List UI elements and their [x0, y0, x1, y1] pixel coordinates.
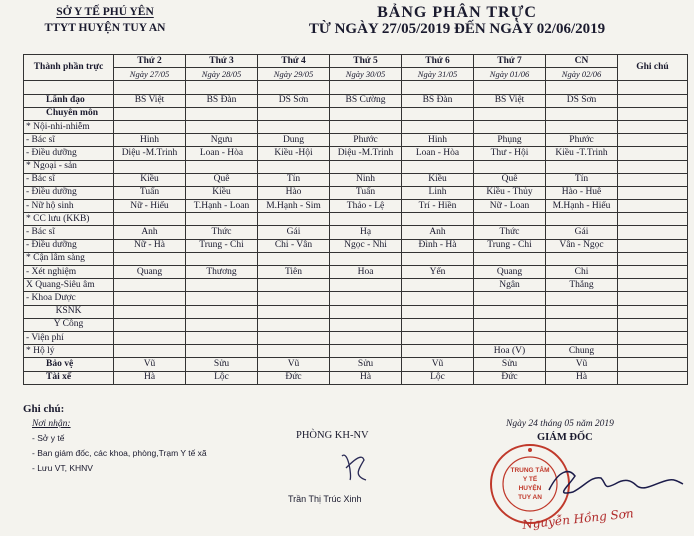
table-row [24, 186, 688, 199]
note-label: Ghi chú: [23, 403, 65, 415]
row-label: - Bác sĩ [24, 134, 114, 147]
roster-cell: Ngân [474, 279, 546, 292]
roster-cell: Vân - Ngọc [546, 239, 618, 252]
roster-cell: Sửu [186, 358, 258, 371]
roster-cell: Nữ - Loan [474, 200, 546, 213]
header-row [24, 55, 688, 68]
roster-cell [114, 331, 186, 344]
note-cell [618, 358, 688, 371]
roster-cell [546, 81, 618, 94]
date-cell: Ngày 02/06 [546, 68, 618, 81]
table-row [24, 160, 688, 173]
recipient-item: - Sở y tế [32, 433, 65, 443]
roster-cell: Quê [474, 173, 546, 186]
roster-cell: Thức [186, 226, 258, 239]
roster-cell [402, 160, 474, 173]
roster-cell: Ninh [330, 173, 402, 186]
note-cell [618, 226, 688, 239]
roster-cell: Vũ [546, 358, 618, 371]
stamp-text-1: TRUNG TÂM [510, 467, 550, 474]
roster-cell [402, 213, 474, 226]
note-cell [618, 279, 688, 292]
roster-cell [258, 160, 330, 173]
roster-cell [114, 345, 186, 358]
roster-cell [114, 252, 186, 265]
row-label: - Khoa Dược [24, 292, 114, 305]
table-row [24, 292, 688, 305]
roster-cell [474, 292, 546, 305]
roster-cell: Hà [114, 371, 186, 384]
roster-cell: Thương [186, 266, 258, 279]
stamp-text-4: TUY AN [518, 494, 542, 501]
table-row [24, 331, 688, 344]
roster-cell: Diệu -M.Trinh [114, 147, 186, 160]
roster-cell [114, 120, 186, 133]
roster-cell: Loan - Hòa [402, 147, 474, 160]
roster-cell [402, 345, 474, 358]
row-label: * CC lưu (KKB) [24, 213, 114, 226]
roster-cell: Lộc [402, 371, 474, 384]
director-signature [545, 462, 685, 502]
table-row [24, 239, 688, 252]
roster-cell: Hào - Huê [546, 186, 618, 199]
note-cell [618, 120, 688, 133]
roster-cell: M.Hạnh - Sim [258, 200, 330, 213]
document-title-block [220, 4, 694, 38]
roster-cell [114, 305, 186, 318]
note-cell [618, 213, 688, 226]
roster-cell [402, 252, 474, 265]
corner-header: Thành phần trực [24, 55, 114, 81]
roster-cell: Gái [546, 226, 618, 239]
roster-cell: Phước [330, 134, 402, 147]
roster-cell: Lộc [186, 371, 258, 384]
roster-cell: Anh [402, 226, 474, 239]
roster-cell [114, 279, 186, 292]
note-cell [618, 94, 688, 107]
roster-cell [474, 120, 546, 133]
roster-cell [330, 81, 402, 94]
roster-cell [114, 81, 186, 94]
roster-cell: Chi - Vân [258, 239, 330, 252]
table-row [24, 173, 688, 186]
day-header: Thứ 6 [402, 55, 474, 68]
roster-cell: Chung [546, 345, 618, 358]
left-signature [336, 446, 376, 486]
roster-cell: Nữ - Hiếu [114, 200, 186, 213]
roster-cell: Yến [402, 266, 474, 279]
roster-cell: Ngọc - Nhi [330, 239, 402, 252]
roster-cell [186, 331, 258, 344]
table-row [24, 147, 688, 160]
roster-cell [474, 81, 546, 94]
roster-cell: Thư - Hội [474, 147, 546, 160]
row-label: Lãnh đạo [24, 94, 114, 107]
roster-cell [330, 305, 402, 318]
roster-cell: Phước [546, 134, 618, 147]
roster-cell [402, 318, 474, 331]
roster-cell: Hà [546, 371, 618, 384]
row-label: Y Công [24, 318, 114, 331]
roster-body [24, 81, 688, 384]
roster-cell [330, 279, 402, 292]
roster-cell [474, 252, 546, 265]
roster-cell [330, 107, 402, 120]
row-label: Chuyên môn [24, 107, 114, 120]
date-cell: Ngày 31/05 [402, 68, 474, 81]
roster-cell [546, 292, 618, 305]
row-label: - Viện phí [24, 331, 114, 344]
roster-cell: Ngưu [186, 134, 258, 147]
note-cell [618, 107, 688, 120]
table-row [24, 305, 688, 318]
roster-cell: Tín [546, 173, 618, 186]
day-header: Thứ 7 [474, 55, 546, 68]
roster-cell [474, 213, 546, 226]
roster-cell [474, 107, 546, 120]
roster-cell [258, 120, 330, 133]
roster-cell [546, 318, 618, 331]
table-row [24, 358, 688, 371]
roster-cell: Hà [330, 371, 402, 384]
row-label [24, 81, 114, 94]
roster-cell [258, 279, 330, 292]
roster-cell: Diệu -M.Trinh [330, 147, 402, 160]
note-cell [618, 371, 688, 384]
note-cell [618, 200, 688, 213]
row-label: Bảo vệ [24, 358, 114, 371]
roster-cell [114, 107, 186, 120]
roster-cell: Kiều [114, 173, 186, 186]
roster-cell: Kiều [186, 186, 258, 199]
row-label: - Điều dưỡng [24, 239, 114, 252]
row-label: - Điều dưỡng [24, 147, 114, 160]
row-label: * Cận lâm sàng [24, 252, 114, 265]
table-row [24, 279, 688, 292]
date-cell: Ngày 29/05 [258, 68, 330, 81]
document-subtitle: TỪ NGÀY 27/05/2019 ĐẾN NGÀY 02/06/2019 [308, 21, 606, 37]
org-line-2: TTYT HUYỆN TUY AN [44, 22, 166, 34]
roster-cell: Kiều -T.Trinh [546, 147, 618, 160]
row-label: * Nội-nhi-nhiễm [24, 120, 114, 133]
table-row [24, 226, 688, 239]
roster-cell [402, 331, 474, 344]
roster-cell: Đức [474, 371, 546, 384]
note-cell [618, 173, 688, 186]
document-title: BẢNG PHÂN TRỰC [377, 4, 537, 21]
duty-roster-table [23, 54, 688, 385]
roster-cell [186, 318, 258, 331]
roster-cell: DS Sơn [258, 94, 330, 107]
roster-cell [330, 318, 402, 331]
row-label: * Hộ lý [24, 345, 114, 358]
roster-cell: Tuấn [114, 186, 186, 199]
roster-cell [186, 252, 258, 265]
roster-cell: Hinh [402, 134, 474, 147]
roster-cell [186, 160, 258, 173]
roster-cell: Tuấn [330, 186, 402, 199]
roster-cell: Linh [402, 186, 474, 199]
roster-cell [474, 160, 546, 173]
date-cell: Ngày 28/05 [186, 68, 258, 81]
roster-cell [186, 305, 258, 318]
director-name: Nguyễn Hồng Sơn [521, 506, 635, 532]
date-row [24, 68, 688, 81]
date-cell: Ngày 30/05 [330, 68, 402, 81]
roster-cell: Trung - Chi [186, 239, 258, 252]
row-label: - Xét nghiệm [24, 266, 114, 279]
note-cell [618, 160, 688, 173]
roster-cell: Quang [114, 266, 186, 279]
note-cell [618, 266, 688, 279]
table-row [24, 345, 688, 358]
roster-cell [186, 279, 258, 292]
roster-cell [402, 305, 474, 318]
recipient-item: - Lưu VT, KHNV [32, 463, 93, 473]
roster-cell [186, 345, 258, 358]
roster-cell: Hinh [114, 134, 186, 147]
roster-cell [258, 252, 330, 265]
roster-cell [330, 160, 402, 173]
roster-cell: Thức [474, 226, 546, 239]
note-cell [618, 81, 688, 94]
roster-cell [402, 81, 474, 94]
roster-cell: Tiên [258, 266, 330, 279]
note-cell [618, 345, 688, 358]
roster-cell [546, 120, 618, 133]
roster-cell [114, 160, 186, 173]
roster-cell: Thắng [546, 279, 618, 292]
roster-cell: Kiều - Thủy [474, 186, 546, 199]
roster-cell: Đình - Hà [402, 239, 474, 252]
roster-cell: Trung - Chi [474, 239, 546, 252]
roster-cell: BS Đàn [402, 94, 474, 107]
note-cell [618, 331, 688, 344]
note-cell [618, 252, 688, 265]
roster-cell [546, 331, 618, 344]
left-department: PHÒNG KH-NV [296, 430, 369, 441]
roster-cell [546, 107, 618, 120]
table-row [24, 107, 688, 120]
roster-cell: Quang [474, 266, 546, 279]
row-label: - Bác sĩ [24, 226, 114, 239]
table-row [24, 266, 688, 279]
roster-cell [258, 331, 330, 344]
roster-cell: Thảo - Lệ [330, 200, 402, 213]
roster-cell [330, 120, 402, 133]
date-cell: Ngày 01/06 [474, 68, 546, 81]
stamp-text-3: HUYỆN [518, 485, 542, 492]
sign-date: Ngày 24 tháng 05 năm 2019 [506, 419, 614, 429]
row-label: KSNK [24, 305, 114, 318]
roster-cell [474, 305, 546, 318]
roster-cell [258, 345, 330, 358]
roster-cell: Chi [546, 266, 618, 279]
left-signer-name: Trần Thị Trúc Xinh [288, 494, 362, 504]
table-row [24, 318, 688, 331]
roster-cell [258, 213, 330, 226]
note-cell [618, 186, 688, 199]
roster-cell [474, 318, 546, 331]
roster-cell [258, 107, 330, 120]
roster-cell: Quê [186, 173, 258, 186]
row-label: - Nữ hộ sinh [24, 200, 114, 213]
roster-cell: Vũ [402, 358, 474, 371]
roster-cell [330, 252, 402, 265]
roster-cell: Loan - Hòa [186, 147, 258, 160]
roster-cell: Kiều -Hội [258, 147, 330, 160]
roster-cell [114, 318, 186, 331]
roster-cell [186, 107, 258, 120]
recipients-label: Nơi nhận: [32, 419, 71, 429]
org-line-1: SỞ Y TẾ PHÚ YÊN [56, 6, 154, 18]
table-row [24, 371, 688, 384]
table-row [24, 200, 688, 213]
roster-cell [330, 213, 402, 226]
roster-cell [330, 331, 402, 344]
org-header [0, 4, 210, 36]
roster-cell: Hoa [330, 266, 402, 279]
director-title: GIÁM ĐỐC [537, 432, 593, 443]
roster-cell: Sửu [330, 358, 402, 371]
roster-cell [186, 292, 258, 305]
table-row [24, 213, 688, 226]
roster-cell: Gái [258, 226, 330, 239]
roster-cell [186, 120, 258, 133]
table-row [24, 120, 688, 133]
roster-cell: BS Cường [330, 94, 402, 107]
note-cell [618, 239, 688, 252]
roster-cell: Dung [258, 134, 330, 147]
note-cell [618, 318, 688, 331]
roster-cell: Hạ [330, 226, 402, 239]
table-row [24, 81, 688, 94]
roster-cell: Kiều [402, 173, 474, 186]
roster-cell: Tín [258, 173, 330, 186]
roster-cell: BS Đàn [186, 94, 258, 107]
note-cell [618, 292, 688, 305]
roster-cell [474, 331, 546, 344]
roster-cell [114, 292, 186, 305]
day-header: Thứ 4 [258, 55, 330, 68]
roster-cell: BS Việt [114, 94, 186, 107]
day-header: Thứ 3 [186, 55, 258, 68]
roster-cell [114, 213, 186, 226]
roster-cell [402, 107, 474, 120]
row-label: - Bác sĩ [24, 173, 114, 186]
roster-cell: Đức [258, 371, 330, 384]
roster-cell: Hoa (V) [474, 345, 546, 358]
roster-cell: M.Hạnh - Hiếu [546, 200, 618, 213]
roster-cell: T.Hạnh - Loan [186, 200, 258, 213]
roster-cell: Phụng [474, 134, 546, 147]
stamp-text-2: Y TẾ [522, 476, 538, 483]
recipient-item: - Ban giám đốc, các khoa, phòng,Trạm Y tế xã [32, 448, 207, 458]
day-header: Thứ 2 [114, 55, 186, 68]
roster-cell: BS Việt [474, 94, 546, 107]
table-row [24, 134, 688, 147]
note-cell [618, 134, 688, 147]
roster-cell [546, 305, 618, 318]
roster-cell [546, 160, 618, 173]
roster-cell [186, 213, 258, 226]
roster-cell: Vũ [258, 358, 330, 371]
roster-cell [330, 345, 402, 358]
roster-cell [258, 81, 330, 94]
roster-cell [546, 252, 618, 265]
day-header: Thứ 5 [330, 55, 402, 68]
row-label: - Điều dưỡng [24, 186, 114, 199]
roster-cell [258, 305, 330, 318]
roster-cell [402, 120, 474, 133]
roster-cell: Vũ [114, 358, 186, 371]
table-row [24, 94, 688, 107]
roster-cell [186, 81, 258, 94]
note-cell [618, 305, 688, 318]
table-row [24, 252, 688, 265]
roster-cell [546, 213, 618, 226]
roster-cell [258, 292, 330, 305]
row-label: Tài xế [24, 371, 114, 384]
roster-cell [258, 318, 330, 331]
roster-cell: Anh [114, 226, 186, 239]
row-label: X Quang-Siêu âm [24, 279, 114, 292]
date-cell: Ngày 27/05 [114, 68, 186, 81]
roster-cell: Hào [258, 186, 330, 199]
roster-cell [330, 292, 402, 305]
roster-cell [402, 292, 474, 305]
note-column-header: Ghi chú [618, 55, 688, 81]
roster-cell: Nữ - Hà [114, 239, 186, 252]
recipients-list [32, 431, 207, 476]
roster-cell: Trí - Hiền [402, 200, 474, 213]
note-cell [618, 147, 688, 160]
row-label: * Ngoại - sản [24, 160, 114, 173]
day-header: CN [546, 55, 618, 68]
roster-cell: DS Sơn [546, 94, 618, 107]
roster-cell: Sửu [474, 358, 546, 371]
roster-cell [402, 279, 474, 292]
